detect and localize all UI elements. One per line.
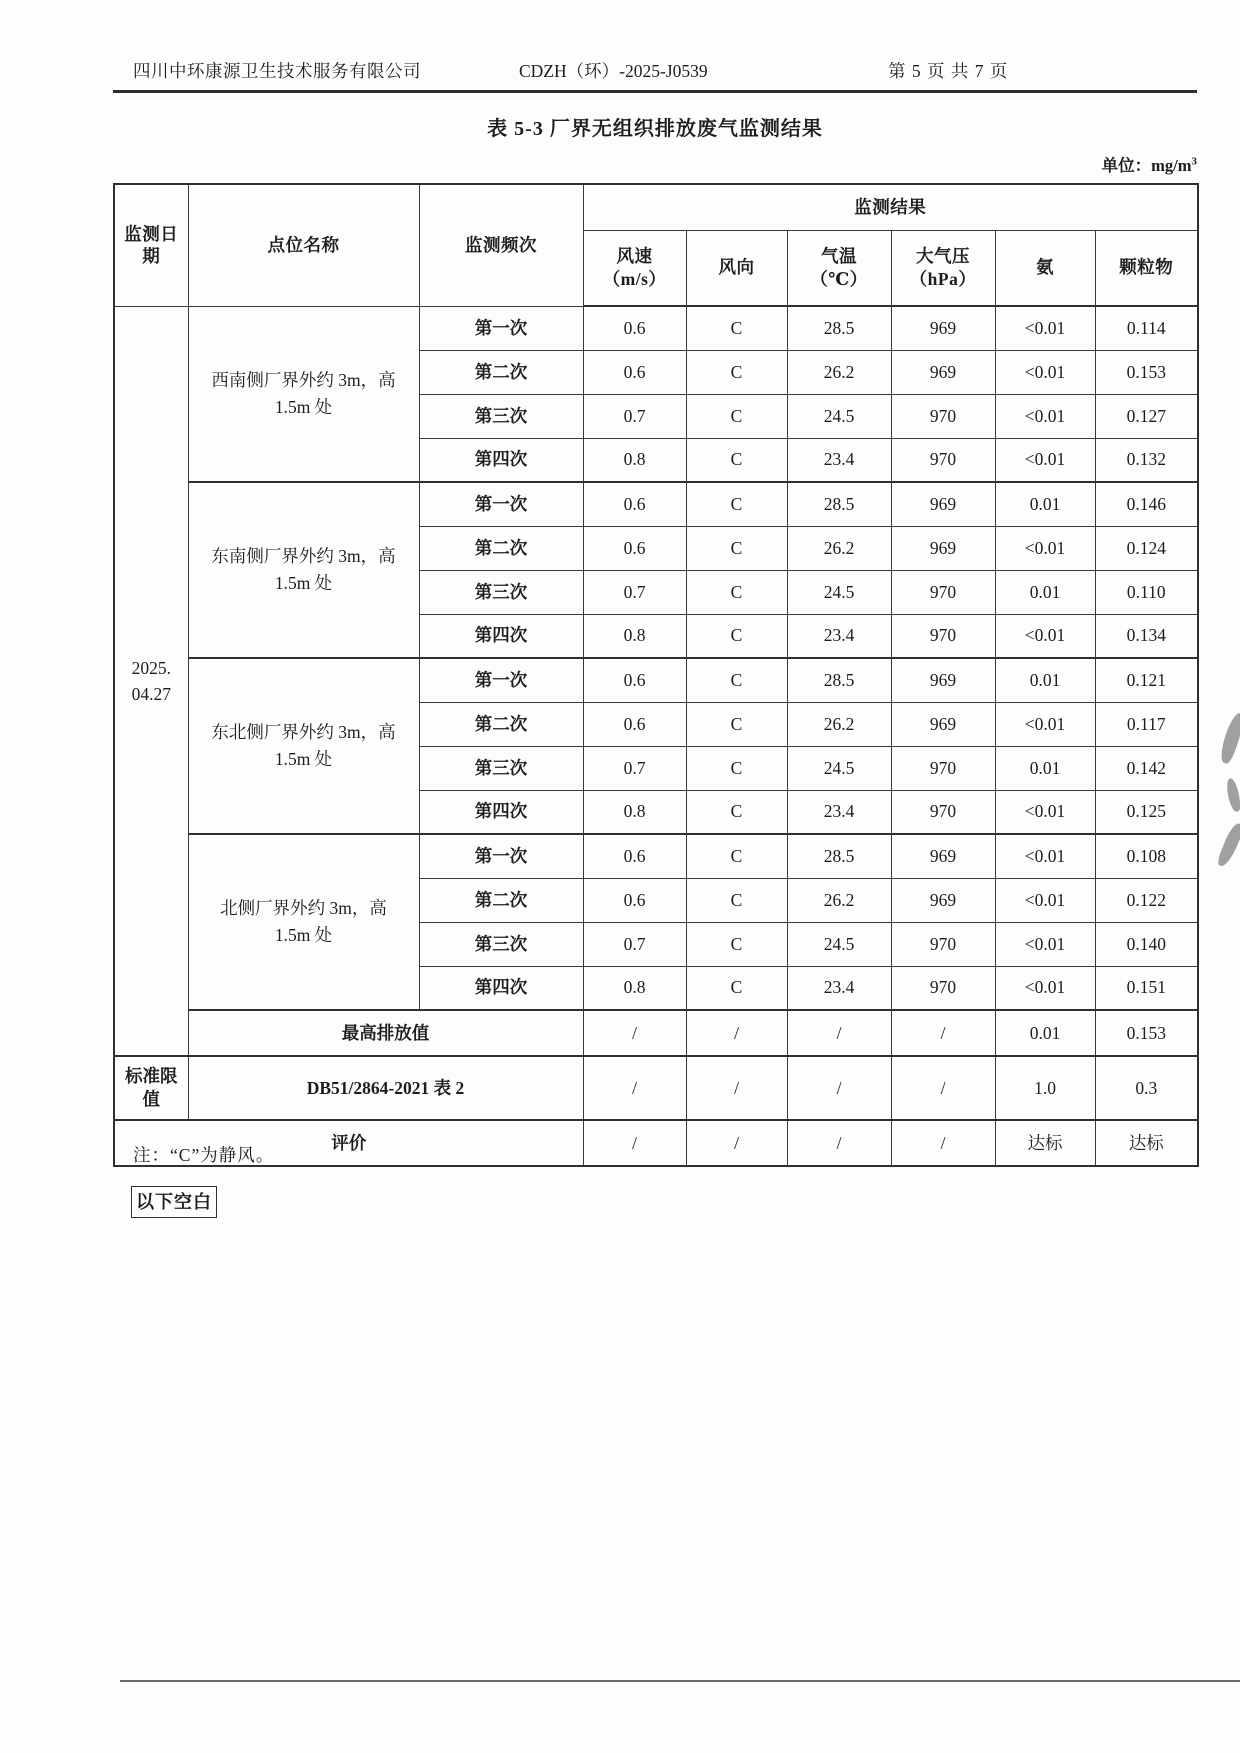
ammonia-cell: 0.01: [995, 1010, 1095, 1056]
temp-cell: 28.5: [787, 658, 891, 702]
wind-speed-cell: /: [583, 1056, 686, 1120]
col-header-frequency: 监测频次: [419, 184, 583, 306]
wind-speed-cell: 0.6: [583, 482, 686, 526]
pressure-cell: 970: [891, 966, 995, 1010]
temp-cell: 24.5: [787, 746, 891, 790]
pressure-cell: 970: [891, 790, 995, 834]
site-cell: 东南侧厂界外约 3m，高 1.5m 处: [188, 482, 419, 658]
company-name: 四川中环康源卫生技术服务有限公司: [133, 61, 421, 81]
temp-cell: /: [787, 1120, 891, 1166]
pressure-cell: 969: [891, 482, 995, 526]
pressure-cell: 969: [891, 702, 995, 746]
pm-cell: 0.122: [1095, 878, 1198, 922]
pm-cell: 0.134: [1095, 614, 1198, 658]
freq-cell: 第四次: [419, 614, 583, 658]
temp-cell: /: [787, 1010, 891, 1056]
pressure-cell: /: [891, 1010, 995, 1056]
freq-cell: 第三次: [419, 570, 583, 614]
pressure-cell: 969: [891, 526, 995, 570]
table-row: [114, 306, 1198, 350]
pm-cell: 0.125: [1095, 790, 1198, 834]
temp-cell: 28.5: [787, 482, 891, 526]
date-line1: 2025.: [131, 657, 171, 678]
ammonia-cell: <0.01: [995, 306, 1095, 350]
temp-cell: 26.2: [787, 526, 891, 570]
evaluation-row: [114, 1120, 1198, 1166]
table-footnote: 注：“C”为静风。: [133, 1145, 275, 1165]
ammonia-cell: 0.01: [995, 658, 1095, 702]
wind-speed-cell: 0.8: [583, 614, 686, 658]
wind-speed-cell: /: [583, 1010, 686, 1056]
pressure-cell: 969: [891, 350, 995, 394]
freq-cell: 第三次: [419, 746, 583, 790]
freq-cell: 第一次: [419, 658, 583, 702]
site-cell: 北侧厂界外约 3m，高 1.5m 处: [188, 834, 419, 1010]
pressure-cell: 970: [891, 438, 995, 482]
temp-cell: 28.5: [787, 306, 891, 350]
freq-cell: 第四次: [419, 438, 583, 482]
temp-cell: 26.2: [787, 702, 891, 746]
ammonia-cell: 0.01: [995, 482, 1095, 526]
site-cell: 西南侧厂界外约 3m，高 1.5m 处: [188, 306, 419, 482]
wind-speed-cell: 0.6: [583, 526, 686, 570]
temp-cell: 24.5: [787, 922, 891, 966]
pm-cell: 达标: [1095, 1120, 1198, 1166]
pressure-label-line1: 大气压: [916, 246, 970, 266]
unit-text: 单位：mg/m: [1101, 156, 1192, 175]
standard-limit-label: 标准限值: [114, 1056, 188, 1120]
ammonia-cell: <0.01: [995, 614, 1095, 658]
monitoring-results-table: [113, 183, 1199, 1167]
wind-dir-cell: C: [686, 350, 787, 394]
wind-dir-cell: C: [686, 570, 787, 614]
wind-dir-cell: /: [686, 1120, 787, 1166]
pm-cell: 0.108: [1095, 834, 1198, 878]
wind-dir-cell: C: [686, 614, 787, 658]
wind-speed-cell: 0.6: [583, 878, 686, 922]
wind-speed-cell: 0.8: [583, 438, 686, 482]
pressure-cell: /: [891, 1056, 995, 1120]
pm-cell: 0.114: [1095, 306, 1198, 350]
wind-speed-cell: 0.6: [583, 702, 686, 746]
wind-dir-cell: C: [686, 790, 787, 834]
wind-speed-cell: 0.7: [583, 394, 686, 438]
pressure-label-line2: （hPa）: [909, 268, 977, 289]
page-number: 第 5 页 共 7 页: [888, 61, 1009, 81]
wind-dir-cell: /: [686, 1010, 787, 1056]
temp-cell: 23.4: [787, 614, 891, 658]
max-emission-row: [114, 1010, 1198, 1056]
temp-cell: 24.5: [787, 570, 891, 614]
pm-cell: 0.151: [1095, 966, 1198, 1010]
freq-cell: 第三次: [419, 922, 583, 966]
temp-cell: 24.5: [787, 394, 891, 438]
temp-label-line1: 气温: [821, 246, 857, 266]
pm-cell: 0.117: [1095, 702, 1198, 746]
freq-cell: 第二次: [419, 702, 583, 746]
pm-cell: 0.142: [1095, 746, 1198, 790]
wind-speed-cell: 0.8: [583, 966, 686, 1010]
wind-speed-cell: 0.7: [583, 570, 686, 614]
wind-dir-cell: C: [686, 746, 787, 790]
standard-name-cell: DB51/2864-2021 表 2: [188, 1056, 583, 1120]
pm-cell: 0.124: [1095, 526, 1198, 570]
ammonia-cell: <0.01: [995, 394, 1095, 438]
standard-limit-row: [114, 1056, 1198, 1120]
wind-speed-cell: 0.7: [583, 746, 686, 790]
ammonia-cell: <0.01: [995, 350, 1095, 394]
freq-cell: 第一次: [419, 834, 583, 878]
ammonia-cell: <0.01: [995, 878, 1095, 922]
col-header-temp: [787, 230, 891, 306]
wind-dir-cell: /: [686, 1056, 787, 1120]
pressure-cell: 969: [891, 878, 995, 922]
max-emission-label: 最高排放值: [188, 1010, 583, 1056]
pm-cell: 0.121: [1095, 658, 1198, 702]
wind-dir-cell: C: [686, 922, 787, 966]
temp-label-line2: （℃）: [810, 268, 868, 289]
freq-cell: 第四次: [419, 790, 583, 834]
wind-dir-cell: C: [686, 394, 787, 438]
freq-cell: 第一次: [419, 306, 583, 350]
temp-cell: 26.2: [787, 878, 891, 922]
wind-speed-cell: 0.8: [583, 790, 686, 834]
freq-cell: 第二次: [419, 350, 583, 394]
wind-dir-cell: C: [686, 878, 787, 922]
pm-cell: 0.153: [1095, 1010, 1198, 1056]
pressure-cell: /: [891, 1120, 995, 1166]
ammonia-cell: 1.0: [995, 1056, 1095, 1120]
ammonia-cell: <0.01: [995, 966, 1095, 1010]
table-row: [114, 482, 1198, 526]
wind-dir-cell: C: [686, 658, 787, 702]
freq-cell: 第二次: [419, 878, 583, 922]
wind-speed-cell: 0.7: [583, 922, 686, 966]
wind-speed-cell: 0.6: [583, 658, 686, 702]
wind-speed-label-line1: 风速: [616, 246, 653, 266]
col-header-pm: 颗粒物: [1095, 230, 1198, 306]
ammonia-cell: 0.01: [995, 570, 1095, 614]
report-number: CDZH（环）-2025-J0539: [519, 61, 708, 81]
col-header-results: 监测结果: [583, 184, 1198, 230]
freq-cell: 第四次: [419, 966, 583, 1010]
pressure-cell: 969: [891, 658, 995, 702]
col-header-site: 点位名称: [188, 184, 419, 306]
ammonia-cell: 0.01: [995, 746, 1095, 790]
monitoring-date-cell: [114, 306, 188, 1056]
wind-speed-cell: /: [583, 1120, 686, 1166]
wind-dir-cell: C: [686, 482, 787, 526]
pressure-cell: 970: [891, 570, 995, 614]
evaluation-label: 评价: [114, 1120, 583, 1166]
col-header-ammonia: 氨: [995, 230, 1095, 306]
ammonia-cell: <0.01: [995, 702, 1095, 746]
ammonia-cell: <0.01: [995, 834, 1095, 878]
pressure-cell: 970: [891, 614, 995, 658]
header-divider: [113, 90, 1197, 93]
col-header-wind-dir: 风向: [686, 230, 787, 306]
wind-speed-cell: 0.6: [583, 350, 686, 394]
pressure-cell: 970: [891, 394, 995, 438]
wind-speed-cell: 0.6: [583, 306, 686, 350]
scan-artifact: [1216, 821, 1240, 869]
wind-speed-label-line2: （m/s）: [602, 268, 667, 289]
pm-cell: 0.110: [1095, 570, 1198, 614]
pm-cell: 0.3: [1095, 1056, 1198, 1120]
table-row: [114, 834, 1198, 878]
temp-cell: 23.4: [787, 790, 891, 834]
temp-cell: 26.2: [787, 350, 891, 394]
wind-dir-cell: C: [686, 702, 787, 746]
below-blank-box: 以下空白: [131, 1186, 217, 1218]
table-row: [114, 658, 1198, 702]
document-header: [113, 58, 1197, 84]
unit-superscript: 3: [1191, 155, 1197, 168]
pressure-cell: 970: [891, 746, 995, 790]
ammonia-cell: <0.01: [995, 790, 1095, 834]
wind-dir-cell: C: [686, 966, 787, 1010]
col-header-wind-speed: [583, 230, 686, 306]
pressure-cell: 969: [891, 834, 995, 878]
pm-cell: 0.146: [1095, 482, 1198, 526]
table-title: 表 5-3 厂界无组织排放废气监测结果: [487, 118, 823, 140]
pm-cell: 0.140: [1095, 922, 1198, 966]
temp-cell: /: [787, 1056, 891, 1120]
wind-dir-cell: C: [686, 526, 787, 570]
temp-cell: 28.5: [787, 834, 891, 878]
temp-cell: 23.4: [787, 438, 891, 482]
scan-artifact: [1217, 711, 1240, 765]
col-header-date: 监测日期: [114, 184, 188, 306]
pressure-cell: 970: [891, 922, 995, 966]
freq-cell: 第三次: [419, 394, 583, 438]
col-header-pressure: [891, 230, 995, 306]
wind-speed-cell: 0.6: [583, 834, 686, 878]
pm-cell: 0.132: [1095, 438, 1198, 482]
footer-divider: [120, 1680, 1240, 1682]
freq-cell: 第一次: [419, 482, 583, 526]
wind-dir-cell: C: [686, 834, 787, 878]
ammonia-cell: 达标: [995, 1120, 1095, 1166]
ammonia-cell: <0.01: [995, 922, 1095, 966]
table-header-row-1: [114, 184, 1198, 230]
ammonia-cell: <0.01: [995, 438, 1095, 482]
wind-dir-cell: C: [686, 438, 787, 482]
pm-cell: 0.127: [1095, 394, 1198, 438]
wind-dir-cell: C: [686, 306, 787, 350]
pressure-cell: 969: [891, 306, 995, 350]
temp-cell: 23.4: [787, 966, 891, 1010]
unit-label: [113, 152, 1197, 176]
ammonia-cell: <0.01: [995, 526, 1095, 570]
site-cell: 东北侧厂界外约 3m，高 1.5m 处: [188, 658, 419, 834]
freq-cell: 第二次: [419, 526, 583, 570]
scan-artifact: [1226, 777, 1240, 812]
date-line2: 04.27: [131, 683, 171, 704]
pm-cell: 0.153: [1095, 350, 1198, 394]
